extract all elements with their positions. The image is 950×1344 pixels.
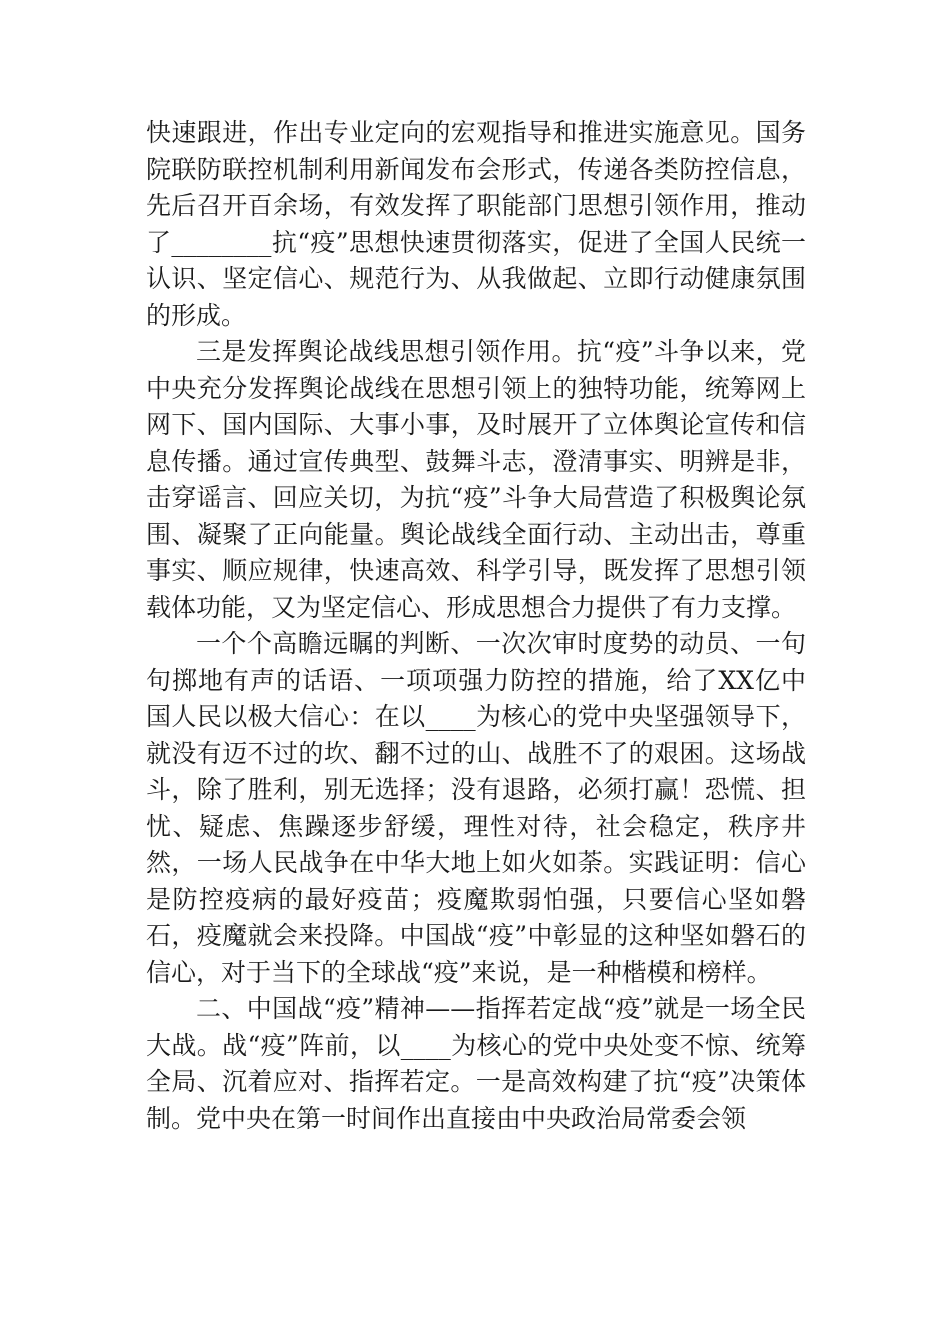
paragraph-3: 一个个高瞻远瞩的判断、一次次审时度势的动员、一句句掷地有声的话语、一项项强力防控的措施，给了XX亿中国人民以极大信心：在以____为核心的党中央坚强领导下，就没有迈不过的坎、翻不过的山、战胜不了的艰困。这场战斗，除了胜利，别无选择；没有退路，必须打赢！恐慌、担忧、疑虑、焦躁逐步舒缓，理性对待，社会稳定，秩序井然，一场人民战争在中华大地上如火如荼。实践证明：信心是防控疫病的最好疫苗；疫魔欺弱怕强，只要信心坚如磐石，疫魔就会来投降。中国战“疫”中彰显的这种坚如磐石的信心，对于当下的全球战“疫”来说，是一种楷模和榜样。 <box>146 629 806 987</box>
paragraph-1: 快速跟进，作出专业定向的宏观指导和推进实施意见。国务院联防联控机制利用新闻发布会形式，传递各类防控信息，先后召开百余场，有效发挥了职能部门思想引领作用，推动了________抗“疫”思想快速贯彻落实，促进了全国人民统一认识、坚定信心、规范行为、从我做起、立即行动健康氛围的形成。 <box>146 118 806 330</box>
document-body <box>146 115 806 1137</box>
paragraph-4: 二、中国战“疫”精神——指挥若定战“疫”就是一场全民大战。战“疫”阵前，以____为核心的党中央处变不惊、统筹全局、沉着应对、指挥若定。一是高效构建了抗“疫”决策体制。党中央在第一时间作出直接由中央政治局常委会领 <box>146 994 806 1133</box>
paragraph-2: 三是发挥舆论战线思想引领作用。抗“疫”斗争以来，党中央充分发挥舆论战线在思想引领上的独特功能，统筹网上网下、国内国际、大事小事，及时展开了立体舆论宣传和信息传播。通过宣传典型、鼓舞斗志，澄清事实、明辨是非，击穿谣言、回应关切，为抗“疫”斗争大局营造了积极舆论氛围、凝聚了正向能量。舆论战线全面行动、主动出击，尊重事实、顺应规律，快速高效、科学引导，既发挥了思想引领载体功能，又为坚定信心、形成思想合力提供了有力支撑。 <box>146 337 806 622</box>
